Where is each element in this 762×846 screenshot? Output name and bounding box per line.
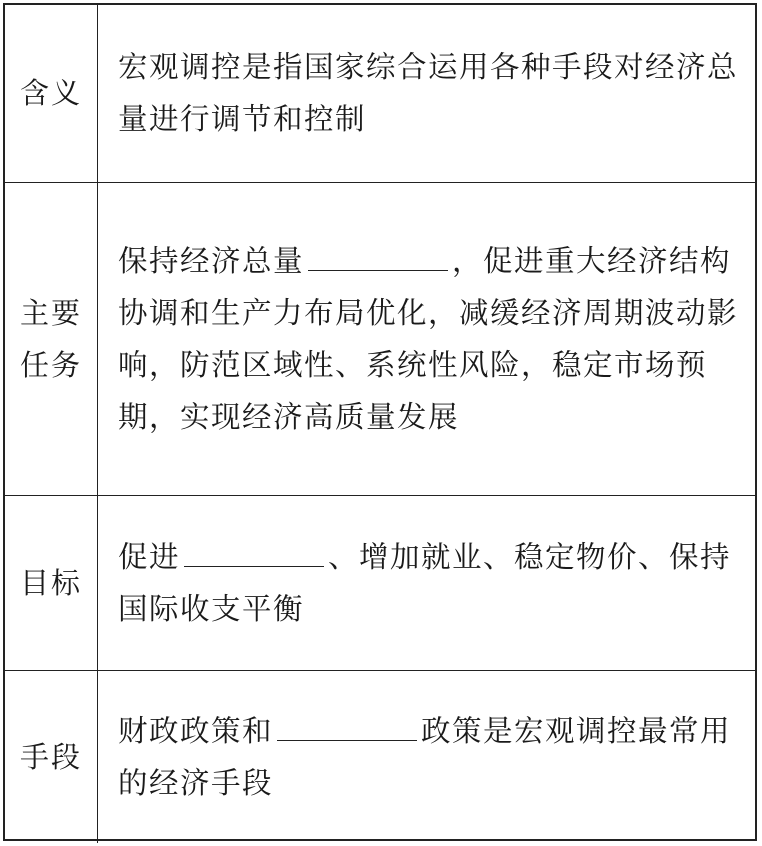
row-label-text: 手段	[19, 739, 82, 774]
row-content-meaning	[98, 5, 756, 182]
macro-control-table-frame	[3, 3, 757, 841]
fill-in-blank-1	[308, 240, 448, 271]
row-label-line-1: 主要	[19, 295, 82, 330]
row-label-text: 目标	[19, 565, 82, 600]
fill-in-blank-3	[277, 710, 417, 741]
table-row-means	[5, 670, 755, 843]
main-tasks-after-blank: ，促进重大经济结构协调和生产力布局优化，减缓经济周期波动影响，防范区域性、系统性风险，稳定市场预期，实现经济高质量发展	[118, 243, 739, 434]
fill-in-blank-2	[184, 536, 324, 567]
table-row-main-tasks	[5, 182, 755, 495]
row-label-main-tasks	[5, 182, 98, 495]
macro-control-table	[5, 5, 755, 843]
means-text	[118, 705, 741, 809]
row-label-means	[5, 670, 98, 843]
row-content-main-tasks	[98, 182, 756, 495]
row-content-means	[98, 670, 756, 843]
main-tasks-before-blank: 保持经济总量	[118, 243, 305, 278]
means-before-blank: 财政政策和	[118, 713, 274, 748]
row-content-goals	[98, 495, 756, 670]
row-label-line-2: 任务	[19, 347, 82, 382]
goals-after-blank: 、增加就业、稳定物价、保持国际收支平衡	[118, 539, 732, 626]
table-row-goals	[5, 495, 755, 670]
means-after-blank: 政策是宏观调控最常用的经济手段	[118, 713, 732, 800]
goals-text	[118, 531, 741, 635]
row-label-text: 含义	[19, 76, 82, 111]
table-row-meaning	[5, 5, 755, 182]
goals-before-blank: 促进	[118, 539, 181, 574]
row-label-goals	[5, 495, 98, 670]
meaning-text: 宏观调控是指国家综合运用各种手段对经济总量进行调节和控制	[118, 50, 739, 137]
main-tasks-text	[118, 235, 741, 443]
row-label-meaning	[5, 5, 98, 182]
